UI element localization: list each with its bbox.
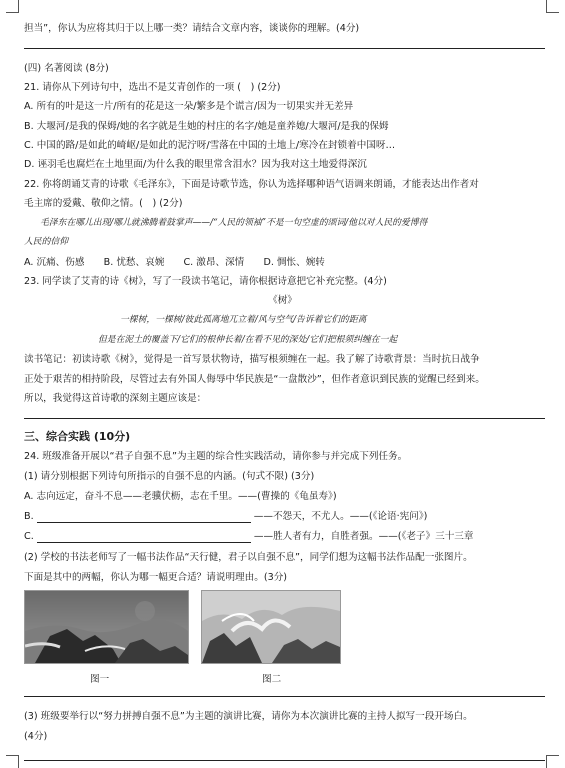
question-24: 24. 班级准备开展以“君子自强不息”为主题的综合性实践活动，请你参与并完成下列任务。	[24, 451, 408, 462]
figure-1-image	[24, 590, 189, 664]
option-b-label: B.	[24, 511, 34, 522]
question-23: 23. 同学读了艾青的诗《树》，写了一段读书笔记，请你根据诗意把它补充完整。(4分)	[24, 276, 387, 287]
option-21-c: C. 中国的路/是如此的崎岖/是如此的泥泞呀/雪落在中国的土地上/寒冷在封锁着中国呀…	[24, 140, 396, 151]
answer-line	[24, 418, 545, 419]
question-24-2-cont: 下面是其中的两幅，你认为哪一幅更合适？请说明理由。(3分)	[24, 572, 288, 583]
option-21-a: A. 所有的叶是这一片/所有的花是这一朵/繁多是个谎言/因为一切果实并无差异	[24, 101, 354, 112]
question-24-3-score: (4分)	[24, 731, 48, 742]
crop-mark-top-left	[6, 0, 19, 13]
question-24-2: (2) 学校的书法老师写了一幅书法作品“天行健，君子以自强不息”，同学们想为这幅书法作品配一张图片。	[24, 552, 473, 563]
question-prompt-continued: 担当”，你认为应将其归于以上哪一类？请结合文章内容，谈谈你的理解。(4分)	[24, 23, 360, 34]
option-21-d: D. 诬羽毛也腐烂在土地里面/为什么我的眼里常含泪水？因为我对这土地爱得深沉	[24, 159, 367, 170]
question-24-1-b	[24, 510, 545, 523]
answer-line	[24, 48, 545, 49]
section-heading-practice: 三、综合实践 (10分)	[24, 430, 131, 443]
figure-2-caption: 图二	[262, 674, 282, 685]
option-21-b: B. 大堰河/是我的保姆/她的名字就是生她的村庄的名字/她是童养媳/大堰河/是我的保姆	[24, 121, 389, 132]
question-22: 22. 你将朗诵艾青的诗歌《毛泽东》，下面是诗歌节选，你认为选择哪种语气语调来朗诵，才能表达出作者对	[24, 179, 479, 190]
fill-blank-c[interactable]	[37, 531, 251, 543]
question-22-cont: 毛主席的爱戴、敬仰之情。( ) (2分)	[24, 198, 183, 209]
option-c-label: C.	[24, 531, 34, 542]
question-24-3: (3) 班级要举行以“努力拼搏自强不息”为主题的演讲比赛，请你为本次演讲比赛的主持人拟写一段开场白。	[24, 711, 473, 722]
answer-line	[24, 760, 545, 761]
question-24-1: (1) 请分别根据下列诗句所指示的自强不息的内涵。(句式不限) (3分)	[24, 471, 315, 482]
reading-notes: 读书笔记：初读诗歌《树》，觉得是一首写景状物诗，描写根须缠在一起。我了解了诗歌背景：当时抗日战争	[24, 354, 480, 365]
question-24-1-c	[24, 530, 545, 543]
answer-line	[24, 696, 545, 697]
reading-notes-end: 所以，我觉得这首诗歌的深刻主题应该是：	[24, 393, 207, 404]
option-b-quote: ——不怨天，不尤人。——(《论语·宪问》)	[253, 511, 428, 522]
section-heading-classics: (四) 名著阅读 (8分)	[24, 63, 109, 74]
fill-blank-b[interactable]	[37, 511, 251, 523]
figure-2-image	[201, 590, 341, 664]
question-24-1-a: A. 志向远定，奋斗不息——老骥伏枥，志在千里。——(曹操的《龟虽寿》)	[24, 491, 337, 502]
poem-tree-line2: 但是在泥土的覆盖下/它们的根伸长着/在看不见的深处/它们把根须纠缠在一起	[98, 335, 398, 345]
poem-tree-line1: 一棵树，一棵树/彼此孤离地兀立着/风与空气/告诉着它们的距离	[120, 315, 367, 325]
question-21: 21. 请你从下列诗句中，选出不是艾青创作的一项 ( ) (2分)	[24, 82, 281, 93]
reading-notes-cont: 正处于艰苦的相持阶段，尽管过去有外国人侮辱中华民族是“一盘散沙”，但作者意识到民族的觉醒已经到来。	[24, 374, 485, 385]
question-22-options: A. 沉痛、伤感 B. 忧愁、哀婉 C. 激昂、深情 D. 惆怅、婉转	[24, 257, 325, 268]
figure-1-caption: 图一	[90, 674, 110, 685]
crop-mark-bottom-right	[546, 755, 559, 768]
option-c-quote: ——胜人者有力，自胜者强。——(《老子》三十三章	[253, 531, 474, 542]
crop-mark-bottom-left	[6, 755, 19, 768]
poem-excerpt-mao-cont: 人民的信仰	[24, 237, 68, 247]
poem-title-tree: 《树》	[268, 295, 297, 306]
poem-excerpt-mao: 毛泽东在哪儿出现/哪儿就沸腾着鼓掌声——/“人民的领袖”不是一句空虚的颂词/他以对人民的爱博得	[40, 218, 428, 228]
crop-mark-top-right	[546, 0, 559, 13]
